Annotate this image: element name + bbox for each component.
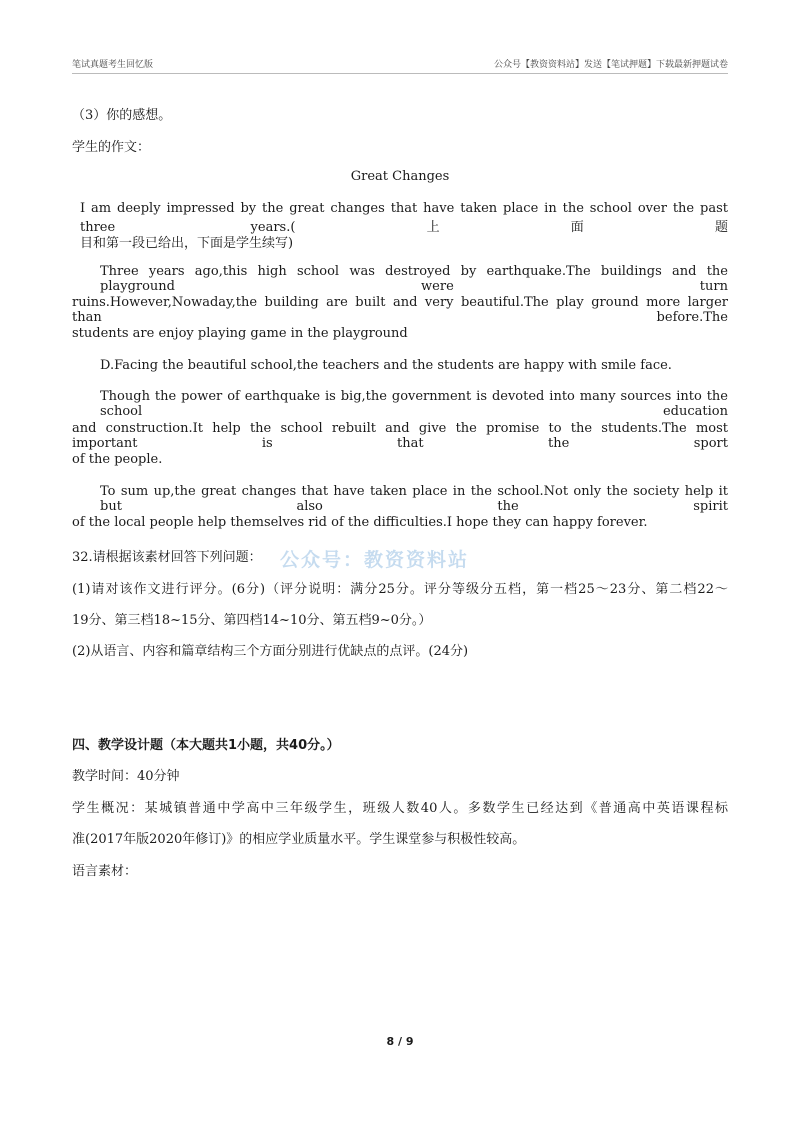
essay-paragraph-2-line-1: Three years ago,this high school was destroyed by earthquake.The buildings and the playground were turn (100, 264, 728, 294)
essay-paragraph-3-line-1: D.Facing the beautiful school,the teachers and the students are happy with smile face. (100, 358, 672, 373)
question-32-part-1-line-2: 19分、第三档18~15分、第四档14~10分、第五档9~0分。） (72, 613, 432, 628)
language-material-label: 语言素材： (72, 864, 138, 879)
question-item-3: （3）你的感想。 (72, 108, 172, 123)
watermark-text: 公众号：教资资料站 (280, 549, 470, 571)
page-header-left: 笔试真题考生回忆版 (72, 60, 154, 70)
essay-paragraph-4-line-1: Though the power of earthquake is big,the government is devoted into many sources into the school education (100, 389, 728, 419)
teaching-time: 教学时间：40分钟 (72, 769, 180, 784)
student-overview-line-1: 学生概况：某城镇普通中学高中三年级学生，班级人数40人。多数学生已经达到《普通高中英语课程标 (72, 801, 728, 816)
student-overview-line-2: 准(2017年版2020年修订)》的相应学业质量水平。学生课堂参与积极性较高。 (72, 832, 526, 847)
essay-paragraph-1-line-2: 目和第一段已给出，下面是学生续写) (80, 236, 294, 251)
essay-paragraph-4-line-2: and construction.It help the school rebuilt and give the promise to the students.The most important is that the sport (72, 421, 728, 451)
page-header-right: 公众号【教资资料站】发送【笔试押题】下载最新押题试卷 (493, 60, 728, 70)
essay-paragraph-2-line-3: students are enjoy playing game in the playground (72, 326, 408, 341)
section-4-title: 四、教学设计题（本大题共1小题，共40分。） (72, 738, 340, 753)
header-rule (72, 73, 728, 74)
essay-paragraph-1-line-1: I am deeply impressed by the great changes that have taken place in the school over the past three years.(上面题 (80, 201, 728, 235)
page-number: 8 / 9 (386, 1035, 414, 1048)
essay-paragraph-5-line-1: To sum up,the great changes that have taken place in the school.Not only the society help it but also the spirit (100, 484, 728, 514)
essay-paragraph-5-line-2: of the local people help themselves rid of the difficulties.I hope they can happy forever. (72, 515, 648, 530)
essay-title: Great Changes (350, 169, 450, 184)
question-32: 32.请根据该素材回答下列问题： (72, 550, 262, 565)
essay-label: 学生的作文： (72, 140, 151, 155)
question-32-part-1-line-1: (1)请对该作文进行评分。(6分)（评分说明：满分25分。评分等级分五档，第一档25～23分、第二档22～ (72, 582, 728, 597)
question-32-part-2: (2)从语言、内容和篇章结构三个方面分别进行优缺点的点评。(24分) (72, 644, 469, 659)
essay-paragraph-4-line-3: of the people. (72, 452, 163, 467)
essay-paragraph-2-line-2: ruins.However,Nowaday,the building are built and very beautiful.The play ground more larger than before.The (72, 295, 728, 325)
